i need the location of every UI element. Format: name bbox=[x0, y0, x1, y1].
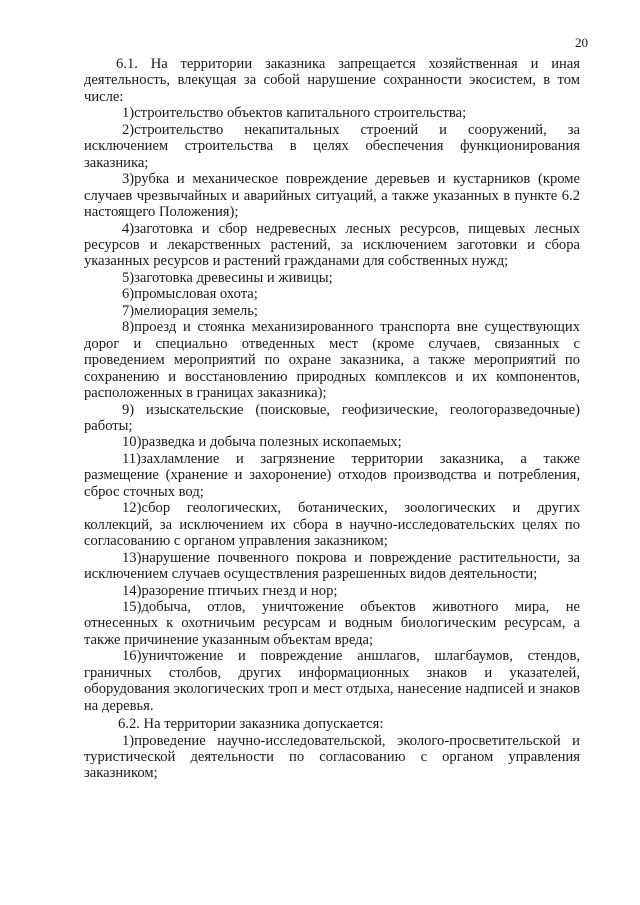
list-item bbox=[84, 105, 580, 121]
list-item-text: рубка и механическое повреждение деревьев и кустарников (кроме случаев чрезвычайных и аварийных ситуаций, а также указанных в пункте 6.2 настоящего Положения); bbox=[84, 171, 580, 221]
list-item-number: 1) bbox=[122, 732, 135, 749]
list-item-text: заготовка и сбор недревесных лесных ресурсов, пищевых лесных ресурсов и лекарственных растений, за исключением заготовки и сбора указанных ресурсов и растений гражданами для собственных нужд; bbox=[84, 220, 580, 270]
list-item-number: 1) bbox=[122, 105, 135, 122]
list-item-number: 5) bbox=[122, 269, 135, 286]
list-item bbox=[84, 451, 580, 500]
list-item bbox=[84, 171, 580, 220]
list-item bbox=[84, 500, 580, 549]
list-item-text: проезд и стоянка механизированного транспорта вне существующих дорог и специально отведенных мест (кроме случаев, связанных с проведением мероприятий по охране заказника, а также мероприятий по сохранению и восстановлению природных комплексов и их компонентов, расположенных в границах заказника); bbox=[84, 319, 580, 402]
list-item bbox=[84, 402, 580, 435]
section-6-2-intro: 6.2. На территории заказника допускается: bbox=[118, 716, 384, 733]
list-item-number: 15) bbox=[122, 598, 142, 615]
list-item-text: разорение птичьих гнезд и нор; bbox=[141, 582, 338, 599]
list-item-text: разведка и добыча полезных ископаемых; bbox=[141, 434, 402, 451]
list-item-text: сбор геологических, ботанических, зоологических и других коллекций, за исключением их сбора в научно-исследовательских целях по согласованию с органом управления заказником; bbox=[84, 500, 580, 550]
list-item-text: проведение научно-исследовательской, эколого-просветительской и туристической деятельности по согласованию с органом управления заказником; bbox=[84, 732, 580, 782]
list-item-text: заготовка древесины и живицы; bbox=[134, 269, 333, 286]
list-item-number: 12) bbox=[122, 500, 142, 517]
list-item-number: 6) bbox=[122, 286, 135, 303]
list-item bbox=[84, 122, 580, 171]
list-item-number: 7) bbox=[122, 302, 135, 319]
section-6-1-intro: 6.1. На территории заказника запрещается хозяйственная и иная деятельность, влекущая за собой нарушение сохранности экосистем, в том числе: bbox=[84, 56, 580, 105]
list-item-text: строительство объектов капитального строительства; bbox=[134, 105, 467, 122]
list-item bbox=[84, 303, 580, 319]
list-item-text: промысловая охота; bbox=[134, 286, 258, 303]
list-item bbox=[84, 221, 580, 270]
list-item bbox=[84, 733, 580, 782]
list-item bbox=[84, 319, 580, 401]
list-item-text: уничтожение и повреждение аншлагов, шлагбаумов, стендов, граничных столбов, других информационных знаков и указателей, оборудования экологических троп и мест отдыха, нанесение надписей и знаков на деревья. bbox=[84, 648, 580, 714]
list-item bbox=[84, 434, 580, 450]
list-item-text: захламление и загрязнение территории заказника, а также размещение (хранение и захоронение) отходов производства и потребления, сброс сточных вод; bbox=[84, 450, 580, 500]
list-item-number: 9) bbox=[122, 401, 135, 418]
list-item bbox=[84, 550, 580, 583]
page-number: 20 bbox=[575, 35, 588, 50]
list-item-number: 3) bbox=[122, 171, 135, 188]
list-item-text: строительство некапитальных строений и сооружений, за исключением строительства в целях обеспечения функционирования заказника; bbox=[84, 121, 580, 171]
list-item bbox=[84, 583, 580, 599]
list-item bbox=[84, 599, 580, 648]
document-body bbox=[84, 56, 580, 782]
list-item-number: 16) bbox=[122, 648, 142, 665]
list-item-number: 14) bbox=[122, 582, 142, 599]
list-item bbox=[84, 270, 580, 286]
list-item-text: изыскательские (поисковые, геофизические, геологоразведочные) работы; bbox=[84, 401, 580, 434]
list-item-number: 2) bbox=[122, 121, 135, 138]
list-item-number: 13) bbox=[122, 549, 142, 566]
list-item bbox=[84, 648, 580, 714]
list-item bbox=[84, 286, 580, 302]
list-item-text: мелиорация земель; bbox=[134, 302, 258, 319]
list-item-number: 8) bbox=[122, 319, 135, 336]
list-item-number: 10) bbox=[122, 434, 142, 451]
list-item-text: нарушение почвенного покрова и повреждение растительности, за исключением случаев осуществления разрешенных видов деятельности; bbox=[84, 549, 580, 583]
list-item-text: добыча, отлов, уничтожение объектов животного мира, не отнесенных к охотничьим ресурсам и водным биологическим ресурсам, а также причинение указанным объектам вреда; bbox=[84, 598, 580, 648]
list-item-number: 4) bbox=[122, 220, 135, 237]
list-item-number: 11) bbox=[122, 450, 141, 467]
